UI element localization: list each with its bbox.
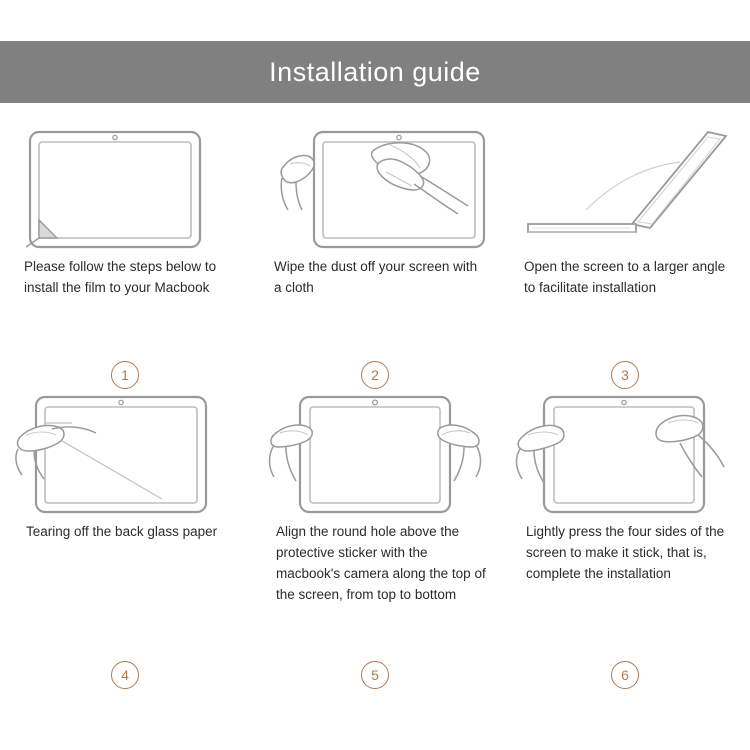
step-number-4: 4 [111,661,139,689]
step-caption-5: Align the round hole above the protective sticker with the macbook's camera along the top of the screen, from top to bottom [276,524,486,602]
step-card-6 [500,393,750,693]
step-number-5: 5 [361,661,389,689]
page-title: Installation guide [269,56,481,87]
laptop-opened-wide-angle-icon [512,128,738,250]
step-number-wrap-4 [12,661,238,693]
header-bar [0,41,750,103]
step-number-3: 3 [611,361,639,389]
step-caption-1: Please follow the steps below to install the film to your Macbook [24,259,217,295]
steps-grid [0,128,750,693]
step-caption-2: Wipe the dust off your screen with a cloth [274,259,478,295]
step-caption-4: Tearing off the back glass paper [26,524,218,539]
step-number-1: 1 [111,361,139,389]
hand-wiping-screen-with-cloth-icon [262,128,488,250]
step-card-5 [250,393,500,693]
step-caption-3: Open the screen to a larger angle to facilitate installation [524,259,726,295]
hand-peeling-back-paper-icon [12,393,238,515]
step-number-6: 6 [611,661,639,689]
step-number-wrap-5 [262,661,488,693]
step-card-4 [0,393,250,693]
step-caption-6: Lightly press the four sides of the screen to make it stick, that is, complete the installation [526,524,725,581]
step-card-3 [500,128,750,393]
step-card-2 [250,128,500,393]
step-number-wrap-2 [262,361,488,393]
tablet-with-peeling-film-corner-icon [12,128,238,250]
two-hands-pressing-screen-edges-icon [512,393,738,515]
step-number-wrap-6 [512,661,738,693]
steps-row-1 [0,128,750,393]
step-card-1 [0,128,250,393]
step-number-2: 2 [361,361,389,389]
step-number-wrap-1 [12,361,238,393]
two-hands-aligning-film-to-camera-hole-icon [262,393,488,515]
step-number-wrap-3 [512,361,738,393]
steps-row-2 [0,393,750,693]
